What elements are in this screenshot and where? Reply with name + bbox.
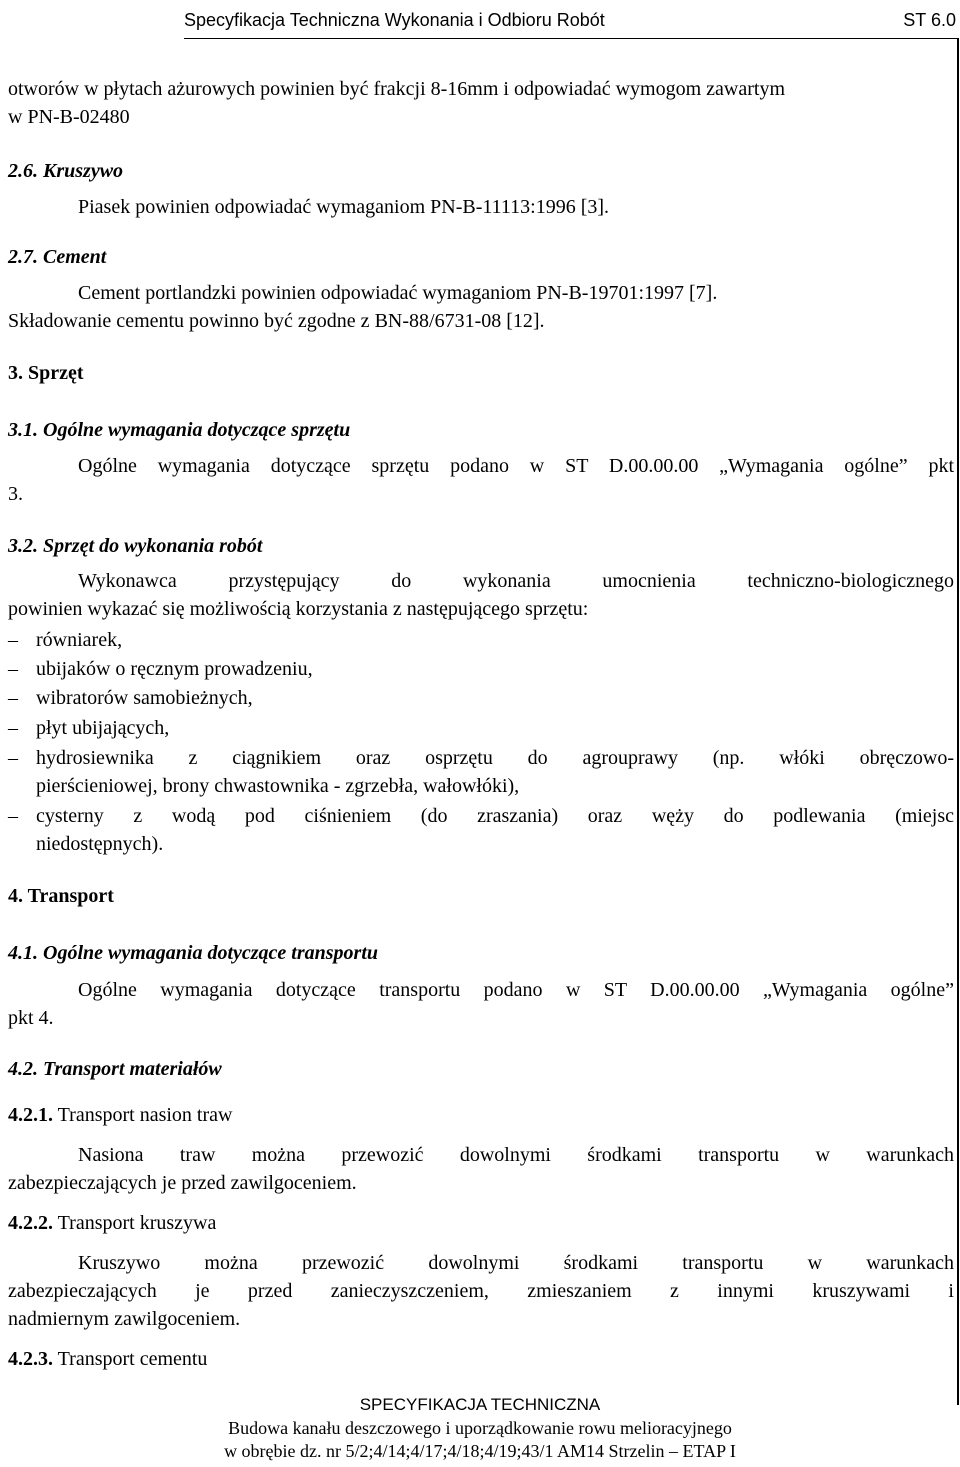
subsection-title: Transport nasion traw [53, 1104, 233, 1126]
section-text: zabezpieczających je przed zawilgoceniem. [8, 1172, 357, 1194]
section-heading-3-1: 3.1. Ogólne wymagania dotyczące sprzętu [8, 419, 351, 441]
list-item: płyt ubijających, [36, 717, 170, 739]
list-dash: – [8, 717, 18, 739]
subsection-title: Transport cementu [53, 1348, 208, 1370]
list-dash: – [8, 629, 18, 651]
footer-title: SPECYFIKACJA TECHNICZNA [359, 1395, 601, 1414]
section-heading-4-1: 4.1. Ogólne wymagania dotyczące transportu [8, 942, 379, 964]
footer-location: w obrębie dz. nr 5/2;4/14;4/17;4/18;4/19;43/1 AM14 Strzelin – ETAP I [224, 1441, 736, 1461]
section-heading-4: 4. Transport [8, 885, 114, 907]
footer-project: Budowa kanału deszczowego i uporządkowanie rowu melioracyjnego [228, 1418, 732, 1438]
list-dash: – [8, 658, 18, 680]
subsection-number: 4.2.2. [8, 1212, 53, 1234]
list-item: ubijaków o ręcznym prowadzeniu, [36, 658, 313, 680]
section-text: Kruszywo można przewozić dowolnymi środkami transportu w warunkach [78, 1252, 954, 1274]
section-text: Wykonawca przystępujący do wykonania umocnienia techniczno-biologicznego [78, 570, 954, 592]
section-heading-2-6: 2.6. Kruszywo [8, 160, 124, 182]
section-text: Piasek powinien odpowiadać wymaganiom PN-B-11113:1996 [3]. [78, 196, 610, 218]
list-item-continued: pierścieniowej, brony chwastownika - zgrzebła, wałowłóki), [36, 775, 520, 797]
section-text: 3. [8, 483, 23, 505]
header-title: Specyfikacja Techniczna Wykonania i Odbioru Robót [184, 10, 605, 30]
list-dash: – [8, 805, 18, 827]
subsection-title: Transport kruszywa [53, 1212, 217, 1234]
subsection-heading-4-2-3 [8, 1346, 954, 1372]
list-dash: – [8, 747, 18, 769]
list-dash: – [8, 687, 18, 709]
list-item: równiarek, [36, 629, 123, 651]
section-text: Nasiona traw można przewozić dowolnymi środkami transportu w warunkach [78, 1144, 954, 1166]
section-heading-3: 3. Sprzęt [8, 362, 84, 384]
section-text: zabezpieczających je przed zanieczyszczeniem, zmieszaniem z innymi kruszywami i [8, 1280, 954, 1302]
subsection-heading-4-2-1 [8, 1102, 954, 1128]
list-item: wibratorów samobieżnych, [36, 687, 253, 709]
section-text: pkt 4. [8, 1007, 54, 1029]
list-item: hydrosiewnika z ciągnikiem oraz osprzętu do agrouprawy (np. włóki obręczowo- [36, 747, 954, 769]
section-text: Składowanie cementu powinno być zgodne z BN-88/6731-08 [12]. [8, 310, 545, 332]
section-text: Ogólne wymagania dotyczące transportu podano w ST D.00.00.00 „Wymagania ogólne” [78, 979, 954, 1001]
section-heading-4-2: 4.2. Transport materiałów [8, 1058, 222, 1080]
header-code: ST 6.0 [903, 10, 956, 30]
page-header [184, 8, 958, 39]
list-item: cysterny z wodą pod ciśnieniem (do zraszania) oraz węży do podlewania (miejsc [36, 805, 954, 827]
section-text: Ogólne wymagania dotyczące sprzętu podano w ST D.00.00.00 „Wymagania ogólne” pkt [78, 455, 954, 477]
section-heading-2-7: 2.7. Cement [8, 246, 107, 268]
list-item-continued: niedostępnych). [36, 833, 164, 855]
subsection-number: 4.2.1. [8, 1104, 53, 1126]
body-line: otworów w płytach ażurowych powinien być frakcji 8-16mm i odpowiadać wymogom zawartym [8, 78, 786, 100]
section-text: nadmiernym zawilgoceniem. [8, 1308, 241, 1330]
section-text: powinien wykazać się możliwością korzystania z następującego sprzętu: [8, 598, 589, 620]
right-border-line [957, 38, 959, 1405]
section-heading-3-2: 3.2. Sprzęt do wykonania robót [8, 535, 263, 557]
subsection-heading-4-2-2 [8, 1210, 954, 1236]
body-line: w PN-B-02480 [8, 106, 130, 128]
section-text: Cement portlandzki powinien odpowiadać wymaganiom PN-B-19701:1997 [7]. [78, 282, 718, 304]
subsection-number: 4.2.3. [8, 1348, 53, 1370]
